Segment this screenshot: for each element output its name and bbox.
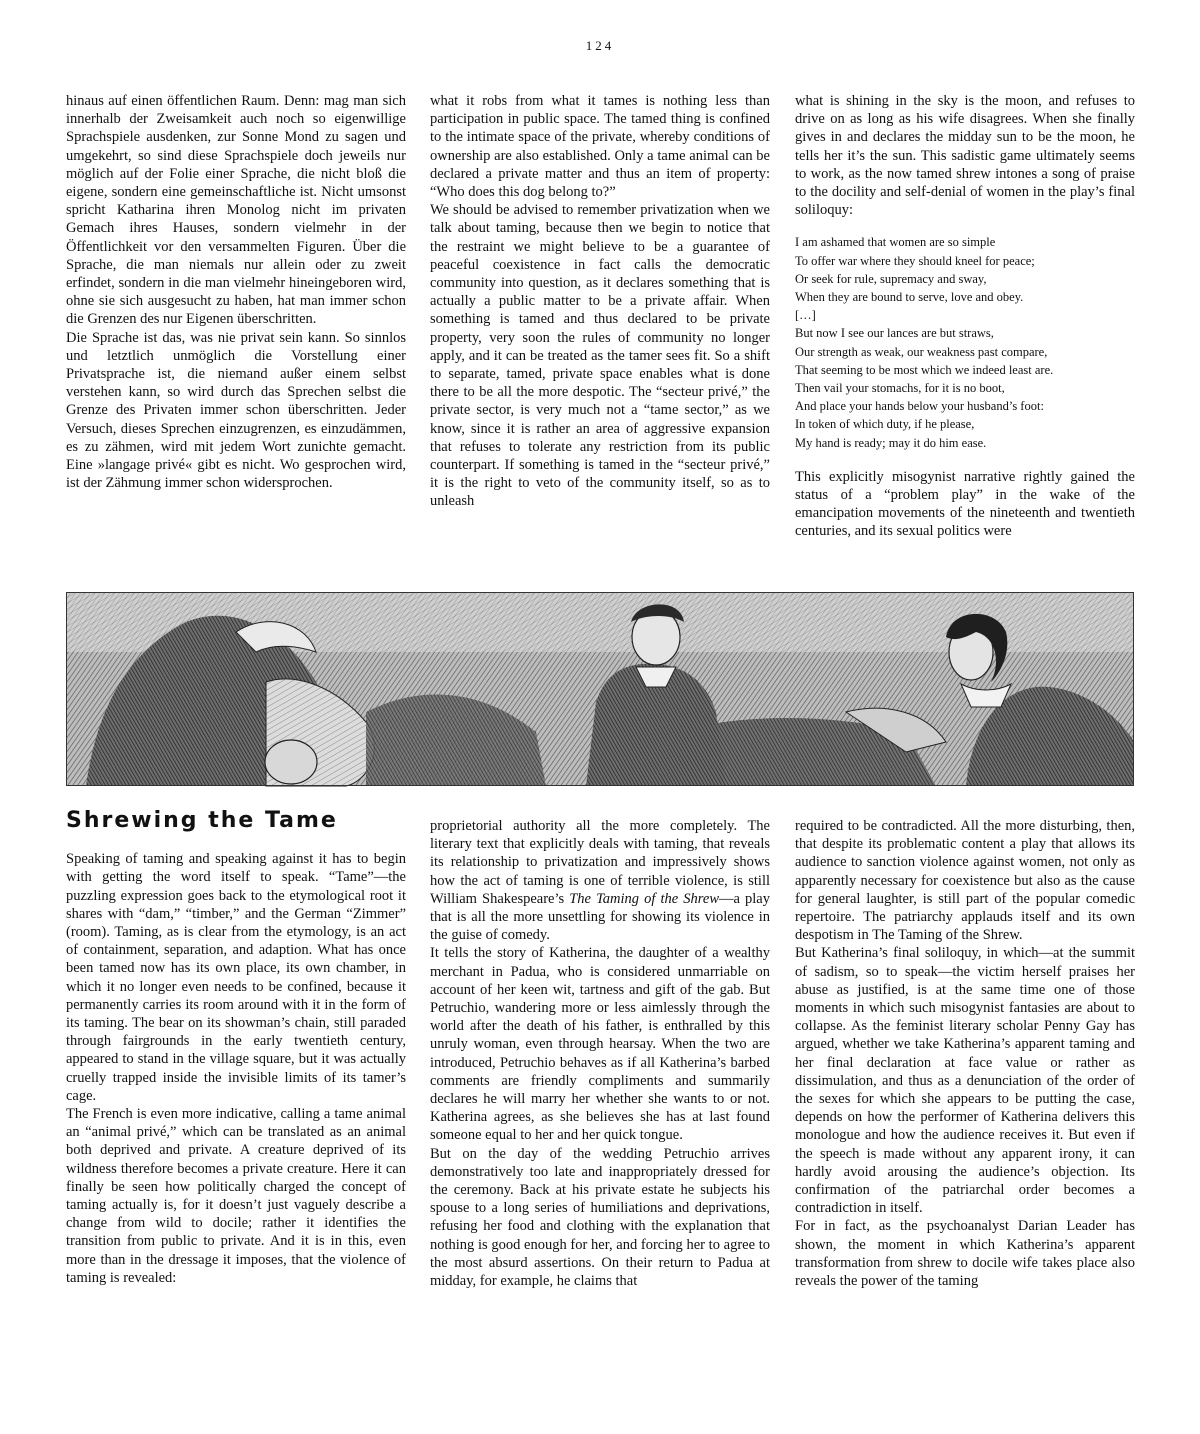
paragraph: For in fact, as the psychoanalyst Darian Leader has shown, the moment in which Katherina’s apparent transformation from shrew to docile wife takes place also reveals the power of the taming — [795, 1218, 1135, 1290]
verse-line: But now I see our lances are but straws, — [795, 326, 994, 341]
top-column-1 — [66, 92, 406, 568]
top-column-3 — [795, 92, 1135, 568]
paragraph: We should be advised to remember privatization when we talk about taming, because then we begin to notice that the restraint we might believe to be a guarantee of peaceful coexistence in fact calls the democratic community into question, as it declares something that is actually a public matter to be a private affair. When something is tamed and thus declared to be private property, very soon the rules of community no longer apply, and it can be treated as the tamer sees fit. So a shift to separate, tamed, private space enables what is done there to be all the more despotic. The “secteur privé,” the private sector, is very much not a “tame sector,” as we know, since it is rather an area of aggressive expansion that refuses to tolerate any restriction from its public counterpart. If something is tamed in the “secteur privé,” it is the right to veto of the community itself, so as to unleash — [430, 202, 770, 510]
verse-line: […] — [795, 308, 816, 323]
paragraph: The French is even more indicative, calling a tame animal an “animal privé,” which can be translated as an animal both deprived and private. A creature deprived of its wildness therefore becomes a private creature. Here it can finally be seen how politically charged the concept of taming actually is, for it doesn’t just vaguely describe a change from wild to docile; rather it identifies the transition from public to private. And it is in this, even more than in the dressage it imposes, that the violence of taming is revealed: — [66, 1106, 406, 1286]
verse-line: Then vail your stomachs, for it is no boot, — [795, 381, 1005, 396]
paragraph: It tells the story of Katherina, the daughter of a wealthy merchant in Padua, who is considered unmarriable on account of her keen wit, tartness and gift of the gab. But Petruchio, wandering more or less aimlessly through the world after the death of his father, is enthralled by this unruly woman, even through hearsay. When the two are introduced, Petruchio behaves as if all Katherina’s barbed comments are friendly compliments and summarily declares he will marry her whether she wants to or not. Katherina agrees, as she believes she has at last found someone equal to her and her quick tongue. — [430, 945, 770, 1144]
play-title: The Taming of the Shrew — [569, 890, 719, 907]
verse-line: That seeming to be most which we indeed least are. — [795, 362, 1054, 377]
paragraph: Die Sprache ist das, was nie privat sein kann. So sinnlos und letztlich unmöglich die Vorstellung einer Privatsprache ist, die niemand außer einem selbst verstehen kann, so wird durch das Sprechen selbst die Grenze des Privaten immer schon überschritten. Jeder Versuch, dieses Sprechen einzugrenzen, es einzudämmen, es zu zähmen, wird mit jedem Wort zunichte gemacht. Eine »langage privé« gibt es nicht. Wo gesprochen wird, ist der Zähmung immer schon widersprochen. — [66, 329, 406, 492]
verse-line: In token of which duty, if he please, — [795, 417, 975, 432]
bottom-column-3 — [795, 817, 1135, 1290]
top-column-2 — [430, 92, 770, 568]
verse-line: When they are bound to serve, love and obey. — [795, 290, 1024, 305]
verse-line: Our strength as weak, our weakness past compare, — [795, 344, 1048, 359]
section-heading: Shrewing the Tame — [66, 808, 338, 833]
paragraph: But on the day of the wedding Petruchio arrives demonstratively too late and inappropriately dressed for the ceremony. Back at his private estate he subjects his spouse to a long series of humiliations and deprivations, refusing her food and clothing with the explanation that nothing is good enough for her, and forcing her to agree to the most absurd assertions. On their return to Padua at midday, for example, he claims that — [430, 1145, 770, 1290]
engraving-illustration — [66, 592, 1134, 786]
bottom-column-2 — [430, 817, 770, 1290]
page-number: 124 — [585, 38, 615, 53]
verse-line: Or seek for rule, supremacy and sway, — [795, 271, 987, 286]
paragraph: required to be contradicted. All the more disturbing, then, that despite its problematic content a play that allows its audience to sanction violence against women, not only as apparently necessary for coexistence but also as the cause for general laughter, is still part of the popular comedic repertoire. The patriarchy applauds itself and its own despotism in The Taming of the Shrew. — [795, 818, 1135, 944]
verse-line: I am ashamed that women are so simple — [795, 235, 996, 250]
paragraph: what is shining in the sky is the moon, and refuses to drive on as long as his wife disagrees. When she finally gives in and declares the midday sun to be the moon, he tells her it’s the sun. This sadistic game ultimately seems to work, as the now tamed shrew intones a song of praise to the docility and self-denial of women in the play’s final soliloquy: — [795, 93, 1135, 219]
paragraph — [430, 817, 770, 944]
verse-quotation — [795, 233, 1135, 451]
paragraph: what it robs from what it tames is nothing less than participation in public space. The tamed thing is confined to the intimate space of the private, whereby conditions of ownership are also established. Only a tame animal can be declared a private matter and thus an item of property: “Who does this dog belong to?” — [430, 93, 770, 201]
paragraph: But Katherina’s final soliloquy, in which—at the summit of sadism, so to speak—the victim herself praises her abuse as justified, is at the same time one of those moments in which such misogynist fantasies are about to collapse. As the feminist literary scholar Penny Gay has argued, whether we take Katherina’s apparent taming and her final declaration at face value or rather as dissimulation, and thus as a denunciation of the order of the sexes for which she appears to be putting the case, depends on how the performer of Katherina delivers this monologue and how the audience receives it. But even if the speech is made without any apparent irony, it can hardly avoid arousing the audience’s objection. Its confirmation of the patriarchal order becomes a contradiction in itself. — [795, 945, 1135, 1217]
verse-line: My hand is ready; may it do him ease. — [795, 435, 987, 450]
paragraph: This explicitly misogynist narrative rightly gained the status of a “problem play” in the wake of the emancipation movements of the nineteenth and twentieth centuries, and its sexual politics were — [795, 468, 1135, 540]
text-run: proprietorial authority all the more completely. The literary text that explicitly deals with taming, that reveals its relationship to privatization and impressively shows how the act of taming is one of terrible violence, is still William Shakespeare’s — [430, 818, 770, 907]
text-run: —a play that is all the more unsettling for showing its violence in the guise of comedy. — [430, 890, 770, 944]
bottom-column-1 — [66, 808, 406, 1286]
paragraph: hinaus auf einen öffentlichen Raum. Denn: mag man sich innerhalb der Zweisamkeit auch noch so eigenwillige Sprachspiele ausdenken, zur Sonne Mond zu sagen und umgekehrt, so sind diese Sprachspiele doch jeweils nur möglich auf der Folie einer Sprache, die nicht bloß die eigene, sondern eine gemeinschaftliche ist. Nicht umsonst spricht Katharina ihren Monolog nicht im privaten Gemach ihres Hauses, sondern vielmehr in der Öffentlichkeit vor den versammelten Figuren. Über die Sprache, die man niemals nur allein oder zu zweit erfindet, sondern in die man vielmehr hineingeboren wird, ohne sie sich ausgesucht zu haben, hat man immer schon die Grenzen des nur Eigenen überschritten. — [66, 93, 406, 328]
paragraph: Speaking of taming and speaking against it has to begin with getting the word itself to speak. “Tame”—the puzzling expression goes back to the etymological root it shares with “dam,” “timber,” and the German “Zimmer” (room). Taming, as is clear from the etymology, is an act of containment, separation, and adaption. What has once been tamed now has its own place, its own chamber, in which it no longer even needs to be confined, because it permanently carries its room around with it in the form of its taming. The bear on its showman’s chain, still paraded through fairgrounds in the early twentieth century, appeared to stand in the village square, but it was actually cruelly trapped inside the invisible limits of its tamer’s cage. — [66, 851, 406, 1104]
verse-line: And place your hands below your husband’s foot: — [795, 399, 1044, 414]
verse-line: To offer war where they should kneel for peace; — [795, 253, 1035, 268]
